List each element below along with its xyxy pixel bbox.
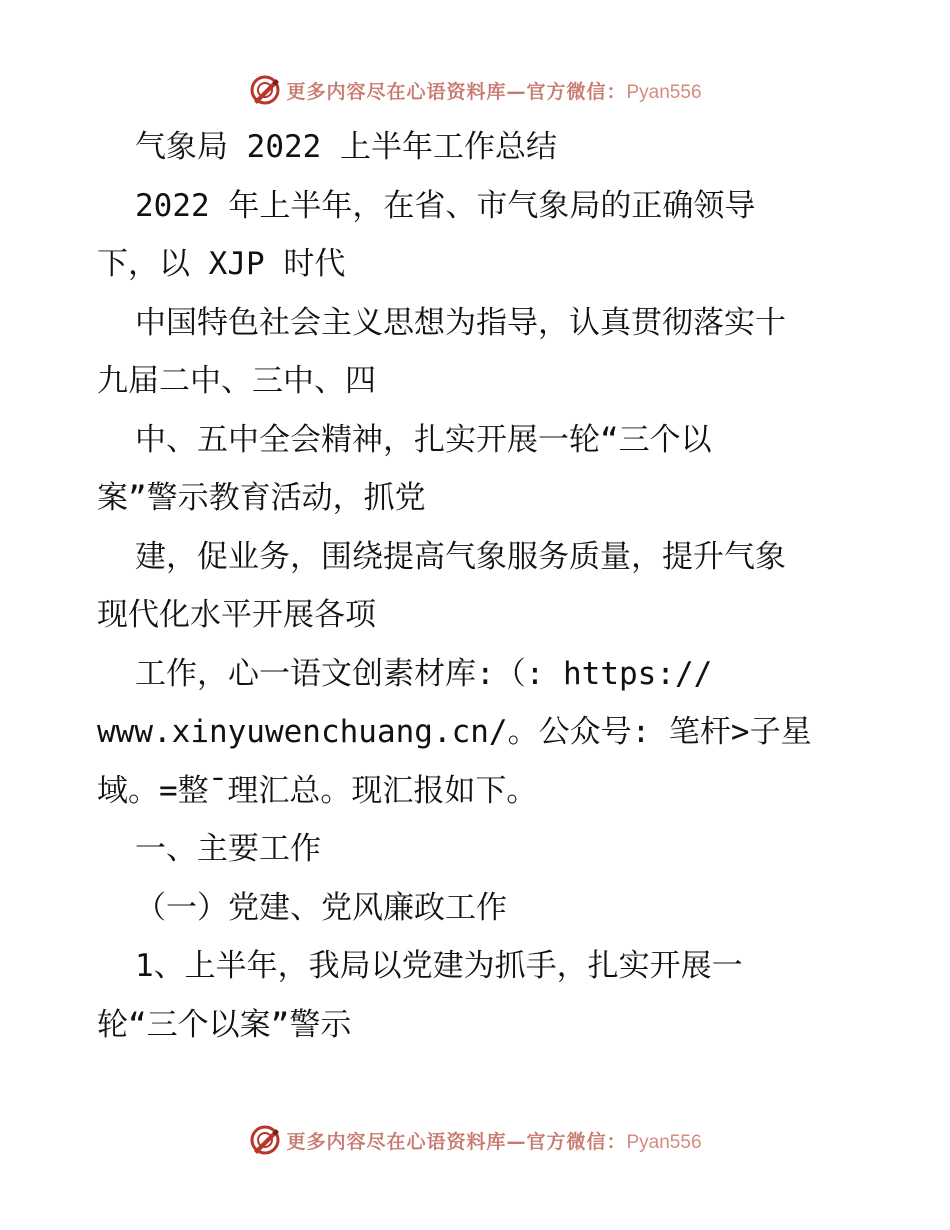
header-banner-text: 更多内容尽在心语资料库—官方微信：Pyan556: [286, 80, 702, 103]
document-body: [97, 118, 867, 1054]
paragraph-line: www.xinyuwenchuang.cn/。公众号: 笔杆>子星: [97, 714, 812, 750]
footer-wechat-id: Pyan556: [626, 1131, 702, 1153]
header-banner: [0, 68, 950, 112]
pen-logo-icon: [248, 73, 282, 107]
paragraph-line: 2022 年上半年，在省、市气象局的正确领导: [135, 187, 756, 224]
paragraph-line: 域。=整¯理汇总。现汇报如下。: [97, 772, 538, 809]
paragraph-line: 下，以 XJP 时代: [97, 246, 346, 282]
paragraph-line: 现代化水平开展各项: [97, 597, 376, 633]
pen-logo-icon: [248, 1123, 282, 1157]
paragraph-line: 1、上半年，我局以党建为抓手，扎实开展一: [135, 948, 743, 984]
subsection-heading: （一）党建、党风廉政工作: [135, 889, 507, 926]
document-title: 气象局 2022 上半年工作总结: [135, 129, 557, 165]
footer-banner: [0, 1118, 950, 1162]
paragraph-line: 建，促业务，围绕提高气象服务质量，提升气象: [135, 538, 786, 575]
paragraph-line: 中国特色社会主义思想为指导，认真贯彻落实十: [135, 304, 786, 341]
paragraph-line: 案”警示教育活动，抓党: [97, 480, 426, 516]
paragraph-line: 九届二中、三中、四: [97, 363, 376, 399]
paragraph-line: 中、五中全会精神，扎实开展一轮“三个以: [135, 421, 712, 458]
header-wechat-id: Pyan556: [626, 81, 702, 103]
footer-banner-text: 更多内容尽在心语资料库—官方微信：Pyan556: [286, 1130, 702, 1153]
paragraph-line: 轮“三个以案”警示: [97, 1006, 352, 1043]
paragraph-line: 工作，心一语文创素材库:（: https://: [135, 655, 713, 692]
section-heading: 一、主要工作: [135, 831, 321, 867]
